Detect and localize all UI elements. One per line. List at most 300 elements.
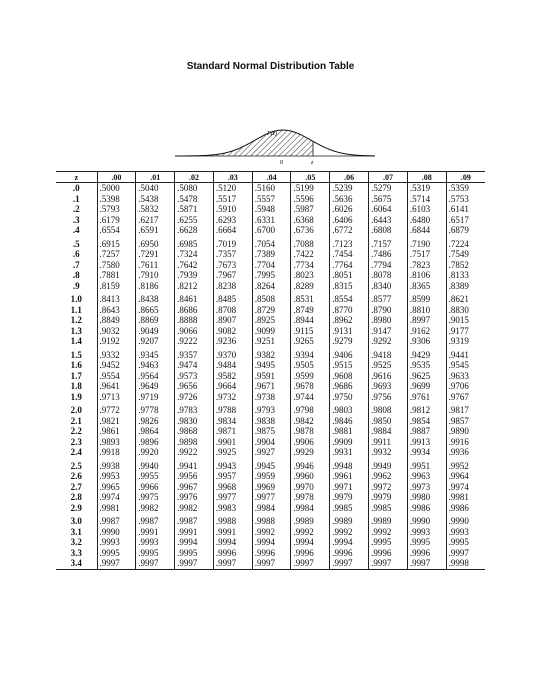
z-value: .4 xyxy=(72,225,80,236)
probability-cell: .9984 xyxy=(252,503,291,514)
probability-cell: .9554 xyxy=(97,371,136,382)
probability-cell: .9973 xyxy=(407,482,446,493)
z-value: 2.3 xyxy=(70,436,82,447)
probability-cell: .6293 xyxy=(213,215,252,226)
probability-cell: .9834 xyxy=(213,416,252,427)
probability-cell: .7881 xyxy=(97,270,136,281)
probability-cell: .9147 xyxy=(369,326,408,337)
probability-cell: .6368 xyxy=(291,215,330,226)
z-value: 2.7 xyxy=(70,481,82,492)
probability-cell: .9994 xyxy=(213,537,252,548)
table-row xyxy=(56,305,485,316)
probability-cell: .9997 xyxy=(291,558,330,569)
probability-cell: .9808 xyxy=(369,402,408,416)
probability-cell: .9803 xyxy=(330,402,369,416)
probability-cell: .7549 xyxy=(446,249,485,260)
probability-cell: .9582 xyxy=(213,371,252,382)
shaded-area xyxy=(175,130,313,156)
probability-cell: .9997 xyxy=(252,558,291,569)
table-row xyxy=(56,426,485,437)
probability-cell: .5120 xyxy=(213,183,252,194)
probability-cell: .8389 xyxy=(446,281,485,292)
z-value: 2.8 xyxy=(70,492,82,503)
probability-cell: .6950 xyxy=(136,236,175,250)
probability-cell: .5438 xyxy=(136,194,175,205)
probability-cell: .6443 xyxy=(369,215,408,226)
probability-cell: .7224 xyxy=(446,236,485,250)
z-value: 1.6 xyxy=(70,360,82,371)
probability-cell: .9370 xyxy=(213,347,252,361)
probability-cell: .9993 xyxy=(136,537,175,548)
z-value: 2.6 xyxy=(70,471,82,482)
probability-cell: .8438 xyxy=(136,291,175,305)
table-row xyxy=(56,548,485,559)
probability-cell: .9976 xyxy=(175,492,214,503)
probability-cell: .9664 xyxy=(213,381,252,392)
probability-cell: .9989 xyxy=(330,513,369,527)
probability-cell: .9177 xyxy=(446,326,485,337)
probability-cell: .9726 xyxy=(175,392,214,403)
probability-cell: .8264 xyxy=(252,281,291,292)
probability-cell: .5080 xyxy=(175,183,214,194)
probability-cell: .9706 xyxy=(446,381,485,392)
probability-cell: .6628 xyxy=(175,225,214,236)
probability-cell: .9960 xyxy=(291,471,330,482)
z-value: 1.2 xyxy=(70,315,82,326)
probability-cell: .8849 xyxy=(97,315,136,326)
probability-cell: .5040 xyxy=(136,183,175,194)
probability-cell: .9971 xyxy=(330,482,369,493)
probability-cell: .9972 xyxy=(369,482,408,493)
probability-cell: .9977 xyxy=(252,492,291,503)
probability-cell: .9945 xyxy=(252,458,291,472)
probability-cell: .9222 xyxy=(175,336,214,347)
probability-cell: .8708 xyxy=(213,305,252,316)
probability-cell: .9927 xyxy=(252,447,291,458)
probability-cell: .9901 xyxy=(213,437,252,448)
probability-cell: .9495 xyxy=(252,360,291,371)
probability-cell: .9868 xyxy=(175,426,214,437)
probability-cell: .9633 xyxy=(446,371,485,382)
z-value: 3.3 xyxy=(70,547,82,558)
probability-cell: .9251 xyxy=(252,336,291,347)
z-value: .7 xyxy=(72,259,80,270)
probability-cell: .8577 xyxy=(369,291,408,305)
probability-cell: .7422 xyxy=(291,249,330,260)
probability-cell: .5000 xyxy=(97,183,136,194)
probability-cell: .9686 xyxy=(330,381,369,392)
probability-cell: .9049 xyxy=(136,326,175,337)
probability-cell: .9904 xyxy=(252,437,291,448)
probability-cell: .9898 xyxy=(175,437,214,448)
probability-cell: .7734 xyxy=(291,260,330,271)
probability-cell: .8599 xyxy=(407,291,446,305)
probability-cell: .9997 xyxy=(136,558,175,569)
probability-cell: .5517 xyxy=(213,194,252,205)
probability-cell: .7673 xyxy=(213,260,252,271)
probability-cell: .9319 xyxy=(446,336,485,347)
probability-cell: .9641 xyxy=(97,381,136,392)
probability-cell: .9993 xyxy=(407,527,446,538)
z-value: .5 xyxy=(72,238,80,249)
probability-cell: .9821 xyxy=(97,416,136,427)
probability-cell: .6808 xyxy=(369,225,408,236)
probability-cell: .9995 xyxy=(407,537,446,548)
probability-cell: .7823 xyxy=(407,260,446,271)
probability-cell: .9993 xyxy=(446,527,485,538)
probability-cell: .8729 xyxy=(252,305,291,316)
probability-cell: .9738 xyxy=(252,392,291,403)
probability-cell: .6985 xyxy=(175,236,214,250)
z-value: .9 xyxy=(72,280,80,291)
probability-cell: .8315 xyxy=(330,281,369,292)
probability-cell: .9678 xyxy=(291,381,330,392)
probability-cell: .5359 xyxy=(446,183,485,194)
page-title: Standard Normal Distribution Table xyxy=(186,61,355,72)
probability-cell: .9936 xyxy=(446,447,485,458)
probability-cell: .7054 xyxy=(252,236,291,250)
probability-cell: .9984 xyxy=(291,503,330,514)
z-value: 1.8 xyxy=(70,381,82,392)
table-row xyxy=(56,347,485,361)
probability-cell: .9956 xyxy=(175,471,214,482)
probability-cell: .6480 xyxy=(407,215,446,226)
probability-cell: .9988 xyxy=(213,513,252,527)
probability-cell: .9306 xyxy=(407,336,446,347)
probability-cell: .7486 xyxy=(369,249,408,260)
probability-cell: .9732 xyxy=(213,392,252,403)
probability-cell: .9382 xyxy=(252,347,291,361)
probability-cell: .9949 xyxy=(369,458,408,472)
probability-cell: .5239 xyxy=(330,183,369,194)
probability-cell: .9616 xyxy=(369,371,408,382)
probability-cell: .5398 xyxy=(97,194,136,205)
probability-cell: .9996 xyxy=(291,548,330,559)
probability-cell: .9990 xyxy=(407,513,446,527)
probability-cell: .9484 xyxy=(213,360,252,371)
probability-cell: .9394 xyxy=(291,347,330,361)
probability-cell: .8869 xyxy=(136,315,175,326)
probability-cell: .9292 xyxy=(369,336,408,347)
z-value: 3.0 xyxy=(70,516,82,527)
probability-cell: .9115 xyxy=(291,326,330,337)
z-value: 2.4 xyxy=(70,447,82,458)
probability-cell: .7324 xyxy=(175,249,214,260)
z-value: .6 xyxy=(72,249,80,260)
probability-cell: .9418 xyxy=(369,347,408,361)
probability-cell: .9890 xyxy=(446,426,485,437)
probability-cell: .9998 xyxy=(446,558,485,569)
probability-cell: .8023 xyxy=(291,270,330,281)
probability-cell: .7967 xyxy=(213,270,252,281)
probability-cell: .9978 xyxy=(291,492,330,503)
probability-cell: .9966 xyxy=(136,482,175,493)
probability-cell: .9656 xyxy=(175,381,214,392)
probability-cell: .6103 xyxy=(407,204,446,215)
probability-cell: .8665 xyxy=(136,305,175,316)
probability-cell: .9881 xyxy=(330,426,369,437)
probability-cell: .9967 xyxy=(175,482,214,493)
table-row xyxy=(56,360,485,371)
probability-cell: .7852 xyxy=(446,260,485,271)
probability-cell: .9997 xyxy=(369,558,408,569)
probability-cell: .9987 xyxy=(97,513,136,527)
probability-cell: .9979 xyxy=(369,492,408,503)
probability-cell: .9525 xyxy=(369,360,408,371)
probability-cell: .9842 xyxy=(291,416,330,427)
probability-cell: .6664 xyxy=(213,225,252,236)
probability-cell: .9131 xyxy=(330,326,369,337)
probability-cell: .8749 xyxy=(291,305,330,316)
probability-cell: .9032 xyxy=(97,326,136,337)
probability-cell: .9948 xyxy=(330,458,369,472)
probability-cell: .7019 xyxy=(213,236,252,250)
probability-cell: .9957 xyxy=(213,471,252,482)
table-row xyxy=(56,402,485,416)
table-row xyxy=(56,204,485,215)
probability-cell: .9985 xyxy=(369,503,408,514)
probability-cell: .7580 xyxy=(97,260,136,271)
probability-cell: .9981 xyxy=(97,503,136,514)
table-row xyxy=(56,558,485,569)
probability-cell: .9082 xyxy=(213,326,252,337)
probability-cell: .9992 xyxy=(291,527,330,538)
probability-cell: .9970 xyxy=(291,482,330,493)
probability-cell: .8643 xyxy=(97,305,136,316)
probability-cell: .7157 xyxy=(369,236,408,250)
probability-cell: .6141 xyxy=(446,204,485,215)
table-row xyxy=(56,482,485,493)
probability-cell: .8907 xyxy=(213,315,252,326)
probability-cell: .5832 xyxy=(136,204,175,215)
probability-cell: .6844 xyxy=(407,225,446,236)
probability-cell: .6179 xyxy=(97,215,136,226)
table-row xyxy=(56,270,485,281)
probability-cell: .5675 xyxy=(369,194,408,205)
probability-cell: .9997 xyxy=(407,558,446,569)
probability-cell: .9991 xyxy=(136,527,175,538)
probability-cell: .7910 xyxy=(136,270,175,281)
table-row xyxy=(56,326,485,337)
probability-cell: .9962 xyxy=(369,471,408,482)
probability-cell: .9916 xyxy=(446,437,485,448)
z-value: .8 xyxy=(72,270,80,281)
z-table xyxy=(56,171,485,570)
table-row xyxy=(56,527,485,538)
probability-cell: .9987 xyxy=(175,513,214,527)
probability-cell: .9812 xyxy=(407,402,446,416)
z-value: 3.1 xyxy=(70,526,82,537)
z-column-header: z xyxy=(56,172,97,183)
z-value: 1.4 xyxy=(70,336,82,347)
probability-cell: .9778 xyxy=(136,402,175,416)
probability-cell: .9961 xyxy=(330,471,369,482)
probability-cell: .9975 xyxy=(136,492,175,503)
probability-cell: .9934 xyxy=(407,447,446,458)
probability-cell: .7704 xyxy=(252,260,291,271)
table-body xyxy=(56,183,485,570)
probability-cell: .6591 xyxy=(136,225,175,236)
z-value: 2.1 xyxy=(70,415,82,426)
probability-cell: .9693 xyxy=(369,381,408,392)
probability-cell: .9997 xyxy=(97,558,136,569)
z-value: 3.2 xyxy=(70,537,82,548)
probability-cell: .5160 xyxy=(252,183,291,194)
probability-cell: .9911 xyxy=(369,437,408,448)
probability-cell: .9788 xyxy=(213,402,252,416)
probability-cell: .9992 xyxy=(330,527,369,538)
probability-cell: .9515 xyxy=(330,360,369,371)
probability-cell: .9996 xyxy=(369,548,408,559)
probability-cell: .9535 xyxy=(407,360,446,371)
probability-cell: .9992 xyxy=(252,527,291,538)
probability-cell: .9969 xyxy=(252,482,291,493)
probability-cell: .8686 xyxy=(175,305,214,316)
probability-cell: .9854 xyxy=(407,416,446,427)
probability-cell: .9981 xyxy=(446,492,485,503)
probability-cell: .6064 xyxy=(369,204,408,215)
probability-cell: .9991 xyxy=(175,527,214,538)
probability-cell: .6406 xyxy=(330,215,369,226)
column-header: .03 xyxy=(213,172,252,183)
probability-cell: .9896 xyxy=(136,437,175,448)
column-header: .01 xyxy=(136,172,175,183)
probability-cell: .9906 xyxy=(291,437,330,448)
probability-cell: .8830 xyxy=(446,305,485,316)
probability-cell: .9884 xyxy=(369,426,408,437)
z-value: 2.2 xyxy=(70,426,82,437)
probability-cell: .8790 xyxy=(369,305,408,316)
probability-cell: .7794 xyxy=(369,260,408,271)
probability-cell: .8461 xyxy=(175,291,214,305)
table-row xyxy=(56,315,485,326)
probability-cell: .5910 xyxy=(213,204,252,215)
probability-cell: .9943 xyxy=(213,458,252,472)
probability-cell: .9452 xyxy=(97,360,136,371)
probability-cell: .9406 xyxy=(330,347,369,361)
probability-cell: .9671 xyxy=(252,381,291,392)
probability-cell: .9995 xyxy=(97,548,136,559)
probability-cell: .9996 xyxy=(213,548,252,559)
probability-cell: .9986 xyxy=(446,503,485,514)
probability-cell: .8810 xyxy=(407,305,446,316)
probability-cell: .9995 xyxy=(369,537,408,548)
table-row xyxy=(56,492,485,503)
probability-cell: .8997 xyxy=(407,315,446,326)
probability-cell: .8554 xyxy=(330,291,369,305)
probability-cell: .8621 xyxy=(446,291,485,305)
probability-cell: .9826 xyxy=(136,416,175,427)
table-row xyxy=(56,281,485,292)
probability-cell: .9940 xyxy=(136,458,175,472)
table-row xyxy=(56,183,485,194)
table-row xyxy=(56,447,485,458)
column-header: .05 xyxy=(291,172,330,183)
z-value: 1.1 xyxy=(70,304,82,315)
probability-cell: .5871 xyxy=(175,204,214,215)
probability-cell: .9357 xyxy=(175,347,214,361)
probability-cell: .5557 xyxy=(252,194,291,205)
probability-cell: .8531 xyxy=(291,291,330,305)
probability-cell: .6915 xyxy=(97,236,136,250)
probability-cell: .8133 xyxy=(446,270,485,281)
probability-cell: .9864 xyxy=(136,426,175,437)
probability-cell: .9994 xyxy=(252,537,291,548)
column-header: .07 xyxy=(369,172,408,183)
probability-cell: .9990 xyxy=(446,513,485,527)
z-label: z xyxy=(311,160,314,166)
table-row xyxy=(56,215,485,226)
probability-cell: .9990 xyxy=(97,527,136,538)
probability-cell: .8888 xyxy=(175,315,214,326)
probability-cell: .7764 xyxy=(330,260,369,271)
probability-cell: .9066 xyxy=(175,326,214,337)
probability-cell: .9988 xyxy=(252,513,291,527)
table-row xyxy=(56,392,485,403)
probability-cell: .9985 xyxy=(330,503,369,514)
probability-cell: .7995 xyxy=(252,270,291,281)
probability-cell: .9995 xyxy=(136,548,175,559)
probability-cell: .9982 xyxy=(136,503,175,514)
probability-cell: .8340 xyxy=(369,281,408,292)
z-value: 1.7 xyxy=(70,370,82,381)
probability-cell: .7611 xyxy=(136,260,175,271)
probability-cell: .9929 xyxy=(291,447,330,458)
probability-cell: .9977 xyxy=(213,492,252,503)
probability-cell: .9968 xyxy=(213,482,252,493)
probability-cell: .9192 xyxy=(97,336,136,347)
probability-cell: .8078 xyxy=(369,270,408,281)
probability-cell: .9982 xyxy=(175,503,214,514)
probability-cell: .9993 xyxy=(97,537,136,548)
probability-cell: .9925 xyxy=(213,447,252,458)
probability-cell: .6331 xyxy=(252,215,291,226)
table-row xyxy=(56,249,485,260)
z-value: .1 xyxy=(72,193,80,204)
probability-cell: .9162 xyxy=(407,326,446,337)
column-header: .09 xyxy=(446,172,485,183)
probability-cell: .9922 xyxy=(175,447,214,458)
probability-cell: .9279 xyxy=(330,336,369,347)
probability-cell: .5636 xyxy=(330,194,369,205)
probability-cell: .8186 xyxy=(136,281,175,292)
probability-cell: .9965 xyxy=(97,482,136,493)
probability-cell: .9955 xyxy=(136,471,175,482)
probability-cell: .6517 xyxy=(446,215,485,226)
probability-cell: .9713 xyxy=(97,392,136,403)
probability-cell: .6026 xyxy=(330,204,369,215)
probability-cell: .5596 xyxy=(291,194,330,205)
column-header: .06 xyxy=(330,172,369,183)
probability-cell: .8980 xyxy=(369,315,408,326)
z-value: 3.4 xyxy=(56,558,97,569)
probability-cell: .7257 xyxy=(97,249,136,260)
probability-cell: .8212 xyxy=(175,281,214,292)
probability-cell: .9861 xyxy=(97,426,136,437)
probability-cell: .6217 xyxy=(136,215,175,226)
probability-cell: .9959 xyxy=(252,471,291,482)
table-row xyxy=(56,291,485,305)
probability-cell: .8925 xyxy=(252,315,291,326)
probability-cell: .9979 xyxy=(330,492,369,503)
table-row xyxy=(56,336,485,347)
table-row xyxy=(56,458,485,472)
probability-cell: .6772 xyxy=(330,225,369,236)
column-header: .08 xyxy=(407,172,446,183)
table-row xyxy=(56,537,485,548)
probability-cell: .9767 xyxy=(446,392,485,403)
probability-cell: .6736 xyxy=(291,225,330,236)
